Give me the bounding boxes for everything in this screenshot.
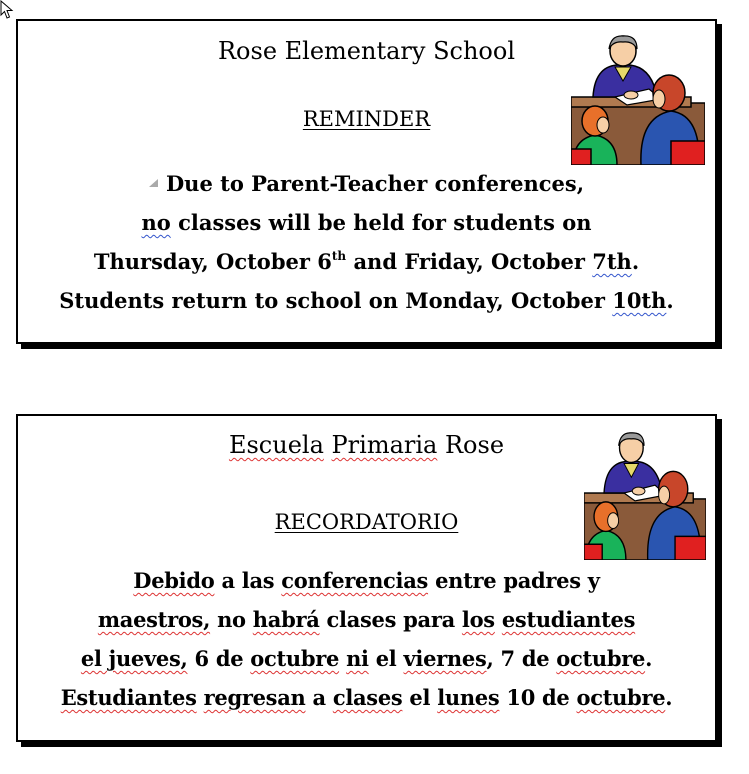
- recordatorio-body: [18, 561, 715, 717]
- school-name-title: Rose Elementary School: [217, 37, 515, 65]
- body-line: maestros, no habrá clases para los estudiantes: [97, 607, 636, 632]
- reminder-body: [18, 164, 715, 320]
- school-name-title-spanish: Escuela Primaria Rose: [228, 431, 505, 459]
- body-line: el jueves, 6 de octubre ni el viernes, 7 de octubre.: [80, 646, 653, 671]
- body-line: Due to Parent-Teacher conferences,: [18, 164, 715, 203]
- body-line: no classes will be held for students on: [141, 210, 592, 235]
- english-notice-box: [16, 19, 717, 344]
- spanish-notice-box: [16, 414, 717, 742]
- body-line: Thursday, October 6th and Friday, October 7th.: [93, 249, 640, 274]
- body-line: Estudiantes regresan a clases el lunes 10 de octubre.: [60, 685, 673, 710]
- mouse-cursor-icon: [0, 0, 14, 20]
- recordatorio-heading: RECORDATORIO: [274, 510, 459, 534]
- teacher-with-students-clipart-spanish: [584, 430, 706, 560]
- teacher-with-students-clipart: [571, 33, 705, 165]
- reminder-heading: REMINDER: [302, 107, 431, 131]
- paragraph-marker-icon: [149, 179, 158, 187]
- body-line: Students return to school on Monday, October 10th.: [59, 288, 674, 313]
- body-line: Debido a las conferencias entre padres y: [133, 568, 600, 593]
